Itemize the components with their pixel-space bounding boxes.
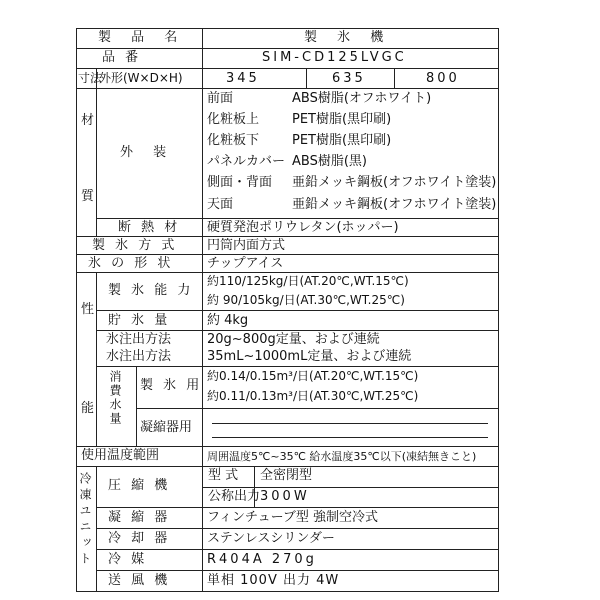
grid-line [76, 591, 498, 592]
water-use-2: 約0.11/0.13m³/日(AT.30℃,WT.25℃) [207, 389, 419, 403]
label-ice-dispense: 氷注出方法 [106, 332, 172, 347]
label-fan: 送 風 機 [108, 573, 171, 588]
compressor-output-value: 300W [260, 489, 310, 504]
spec-table [76, 28, 498, 591]
ice-capacity-1: 約110/125kg/日(AT.20℃,WT.15℃) [207, 274, 409, 288]
label-model: 品 番 [102, 50, 142, 65]
label-ice-capacity: 製 氷 能 力 [108, 283, 194, 298]
grid-line [202, 28, 203, 591]
grid-line [306, 68, 307, 88]
label-compressor-type: 型 式 [208, 468, 239, 483]
fan-value: 単相 100V 出力 4W [207, 573, 340, 588]
insulation-value: 硬質発泡ポリウレタン(ホッパー) [207, 220, 399, 235]
grid-line [96, 310, 498, 311]
product-name: 製 氷 機 [304, 30, 392, 45]
grid-line [76, 68, 498, 69]
label-exterior: 外 装 [120, 145, 175, 160]
ice-method-value: 円筒内面方式 [207, 238, 286, 253]
label-dimensions: 寸法 [78, 71, 103, 85]
label-cooler: 冷 却 器 [108, 531, 171, 546]
exterior-material: 亜鉛メッキ鋼板(オフホワイト塗装) [292, 197, 497, 212]
condenser-value: フィンチューブ型 強制空冷式 [207, 510, 379, 525]
exterior-part: 化粧板下 [207, 133, 260, 148]
label-performance-sei: 性 [81, 302, 95, 317]
grid-line [136, 366, 137, 446]
water-dispense-value: 35mL~1000mL定量、および連続 [207, 349, 412, 364]
grid-line [96, 507, 498, 508]
grid-line [96, 466, 97, 591]
exterior-material: PET樹脂(黒印刷) [292, 112, 392, 127]
refrigerant-value: R404A 270g [207, 552, 317, 567]
operating-temp-value: 周囲温度5℃~35℃ 給水温度35℃以下(凍結無きこと) [207, 450, 477, 463]
grid-line [96, 272, 97, 446]
ice-storage-value: 約 4kg [207, 313, 249, 328]
label-compressor-output: 公称出力 [208, 489, 261, 504]
label-water-dispense: 水注出方法 [106, 349, 172, 364]
ice-capacity-2: 約 90/105kg/日(AT.30℃,WT.25℃) [207, 293, 405, 307]
exterior-part: 天面 [207, 197, 234, 212]
ice-dispense-value: 20g~800g定量、および連続 [207, 332, 380, 347]
label-product-name: 製 品 名 [98, 30, 186, 45]
label-material-shitsu: 質 [81, 189, 95, 204]
model-number: SIM-CD125LVGC [262, 50, 407, 65]
label-ice-storage: 貯 氷 量 [108, 313, 171, 328]
blank-line [212, 437, 488, 438]
grid-line [96, 549, 498, 550]
exterior-part: 化粧板上 [207, 112, 260, 127]
label-ice-making-water: 製 氷 用 [140, 378, 203, 393]
label-condenser: 凝 縮 器 [108, 510, 171, 525]
exterior-material: ABS樹脂(オフホワイト) [292, 91, 432, 106]
grid-line [394, 68, 395, 88]
label-ice-method: 製 氷 方 式 [92, 238, 178, 253]
label-refrigerant: 冷 媒 [108, 552, 148, 567]
label-material-zai: 材 [81, 113, 95, 128]
dimension-depth: 635 [332, 71, 366, 86]
label-condenser-water: 凝縮器用 [140, 420, 193, 435]
label-refrigeration-unit: 冷凍ユニット [78, 472, 92, 568]
cooler-value: ステンレスシリンダー [207, 531, 335, 546]
grid-line [96, 88, 97, 236]
blank-line [212, 423, 488, 424]
water-use-1: 約0.14/0.15m³/日(AT.20℃,WT.15℃) [207, 369, 419, 383]
exterior-material: ABS樹脂(黒) [292, 154, 367, 169]
grid-line [96, 528, 498, 529]
grid-line [76, 88, 498, 89]
label-ice-shape: 氷 の 形 状 [88, 256, 174, 271]
grid-line [96, 570, 498, 571]
grid-line [136, 408, 498, 409]
label-compressor: 圧 縮 機 [108, 478, 171, 493]
label-outer-size: 外形(W×D×H) [99, 71, 183, 85]
label-insulation: 断 熱 材 [118, 220, 181, 235]
label-performance-nou: 能 [81, 401, 95, 416]
exterior-part: パネルカバー [207, 154, 286, 169]
exterior-material: 亜鉛メッキ鋼板(オフホワイト塗装) [292, 175, 497, 190]
compressor-type-value: 全密閉型 [260, 468, 313, 483]
ice-shape-value: チップアイス [207, 256, 284, 271]
exterior-material: PET樹脂(黒印刷) [292, 133, 392, 148]
label-operating-temp: 使用温度範囲 [81, 448, 160, 463]
grid-line [96, 366, 498, 367]
exterior-part: 側面・背面 [207, 175, 273, 190]
dimension-height: 800 [426, 71, 460, 86]
exterior-part: 前面 [207, 91, 234, 106]
grid-line [498, 28, 499, 592]
dimension-width: 345 [226, 71, 260, 86]
label-water-consumption: 消費水量 [108, 370, 122, 426]
